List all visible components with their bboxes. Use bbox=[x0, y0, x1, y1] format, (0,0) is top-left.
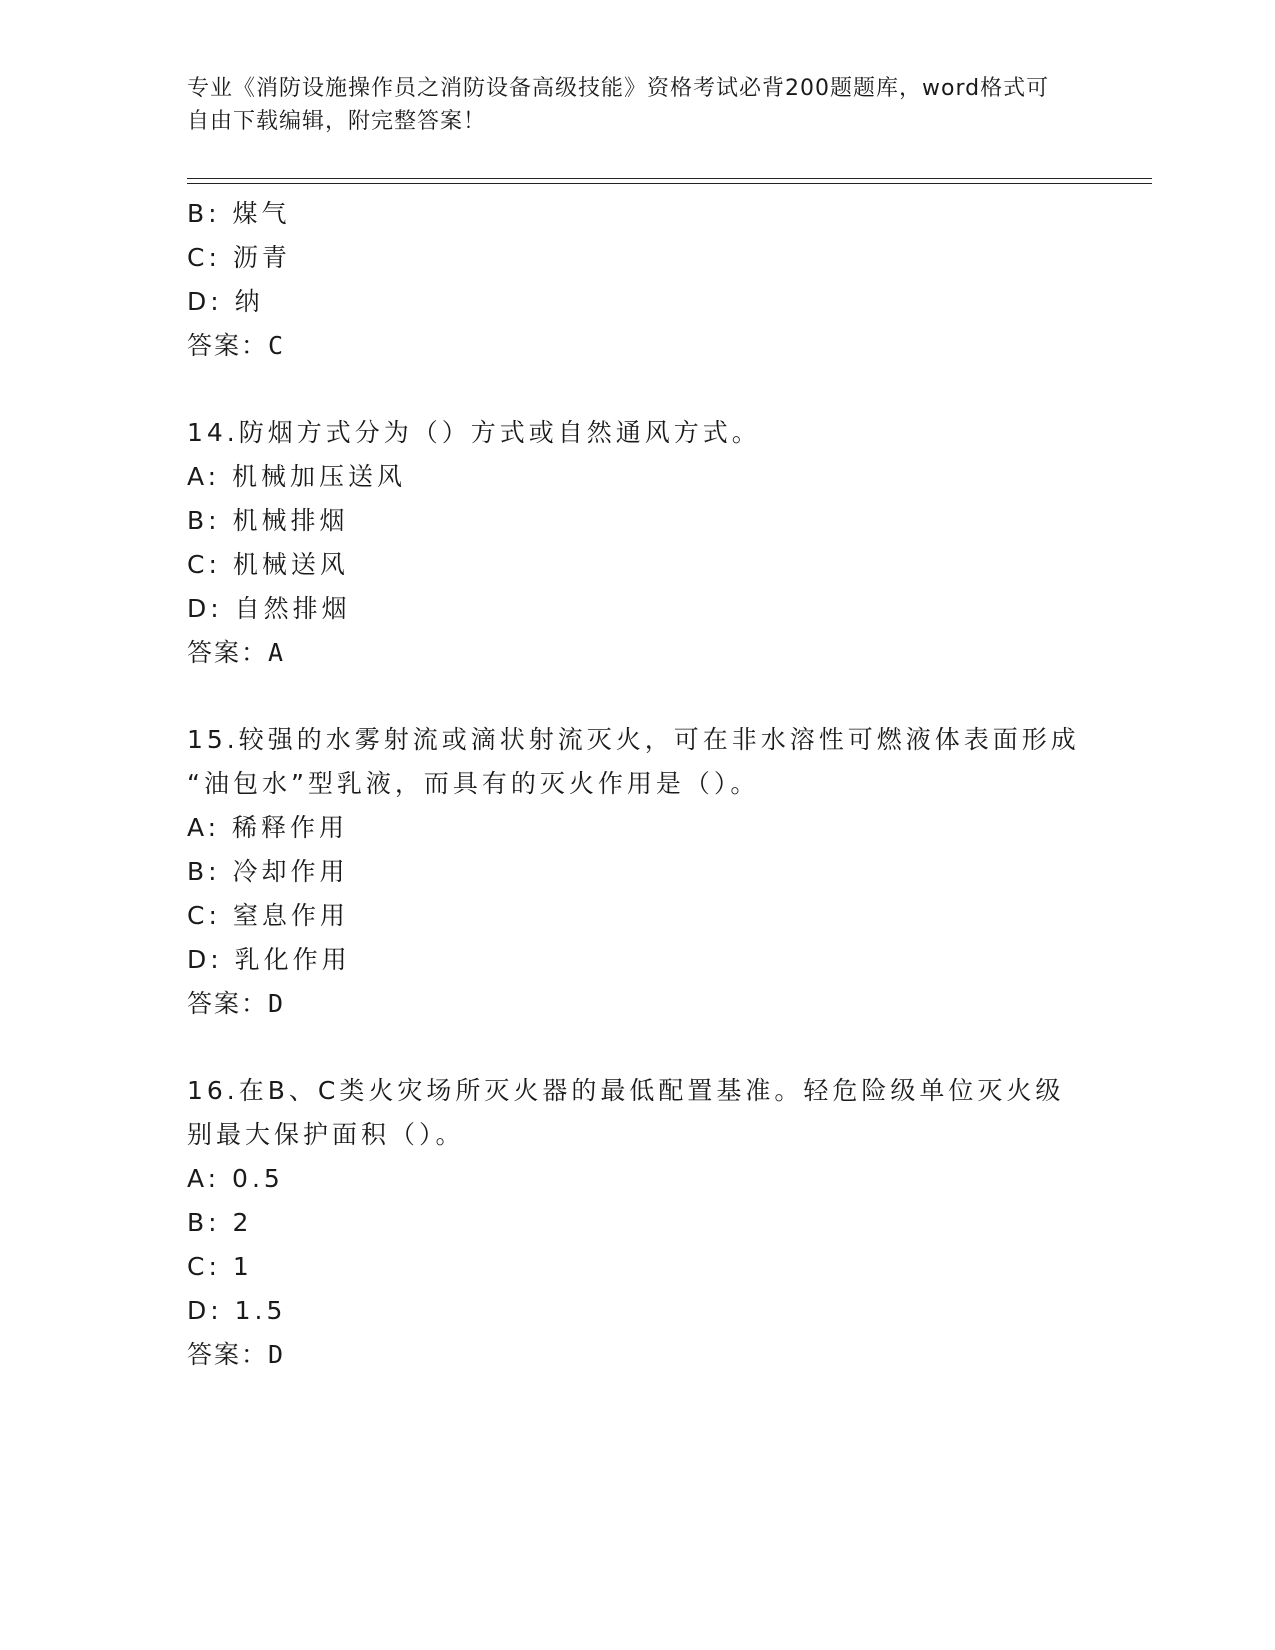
q14-stem: 14.防烟方式分为（）方式或自然通风方式。 bbox=[187, 418, 761, 447]
q16-stem-line2: 别最大保护面积（）。 bbox=[187, 1120, 465, 1149]
q15-option-b: B: 冷却作用 bbox=[187, 857, 349, 886]
q13-option-b: B: 煤气 bbox=[187, 199, 291, 228]
q14-option-d: D: 自然排烟 bbox=[187, 594, 351, 623]
q16-option-d: D: 1.5 bbox=[187, 1296, 287, 1325]
header-divider-bottom bbox=[187, 183, 1152, 184]
q13-option-d: D: 纳 bbox=[187, 287, 264, 316]
q15-stem-line1: 15.较强的水雾射流或滴状射流灭火，可在非水溶性可燃液体表面形成 bbox=[187, 725, 1080, 754]
q14-option-b: B: 机械排烟 bbox=[187, 506, 349, 535]
q15-option-d: D: 乳化作用 bbox=[187, 945, 351, 974]
q15-option-c: C: 窒息作用 bbox=[187, 901, 349, 930]
q16-option-b: B: 2 bbox=[187, 1208, 253, 1237]
q16-option-c: C: 1 bbox=[187, 1252, 253, 1281]
q14-answer: 答案：A bbox=[187, 638, 286, 667]
q16-stem-line1: 16.在B、C类火灾场所灭火器的最低配置基准。轻危险级单位灭火级 bbox=[187, 1076, 1065, 1105]
q15-option-a: A: 稀释作用 bbox=[187, 813, 349, 842]
q16-answer: 答案：D bbox=[187, 1340, 286, 1369]
q13-option-c: C: 沥青 bbox=[187, 243, 291, 272]
q15-answer: 答案：D bbox=[187, 989, 286, 1018]
q15-stem-line2: “油包水”型乳液，而具有的灭火作用是（）。 bbox=[187, 769, 760, 798]
q14-option-c: C: 机械送风 bbox=[187, 550, 349, 579]
document-header: 专业《消防设施操作员之消防设备高级技能》资格考试必背200题题库，word格式可自由下载编辑，附完整答案！ bbox=[187, 76, 1050, 134]
q16-option-a: A: 0.5 bbox=[187, 1164, 284, 1193]
header-divider-top bbox=[187, 178, 1152, 179]
q13-answer: 答案：C bbox=[187, 331, 286, 360]
q14-option-a: A: 机械加压送风 bbox=[187, 462, 407, 491]
